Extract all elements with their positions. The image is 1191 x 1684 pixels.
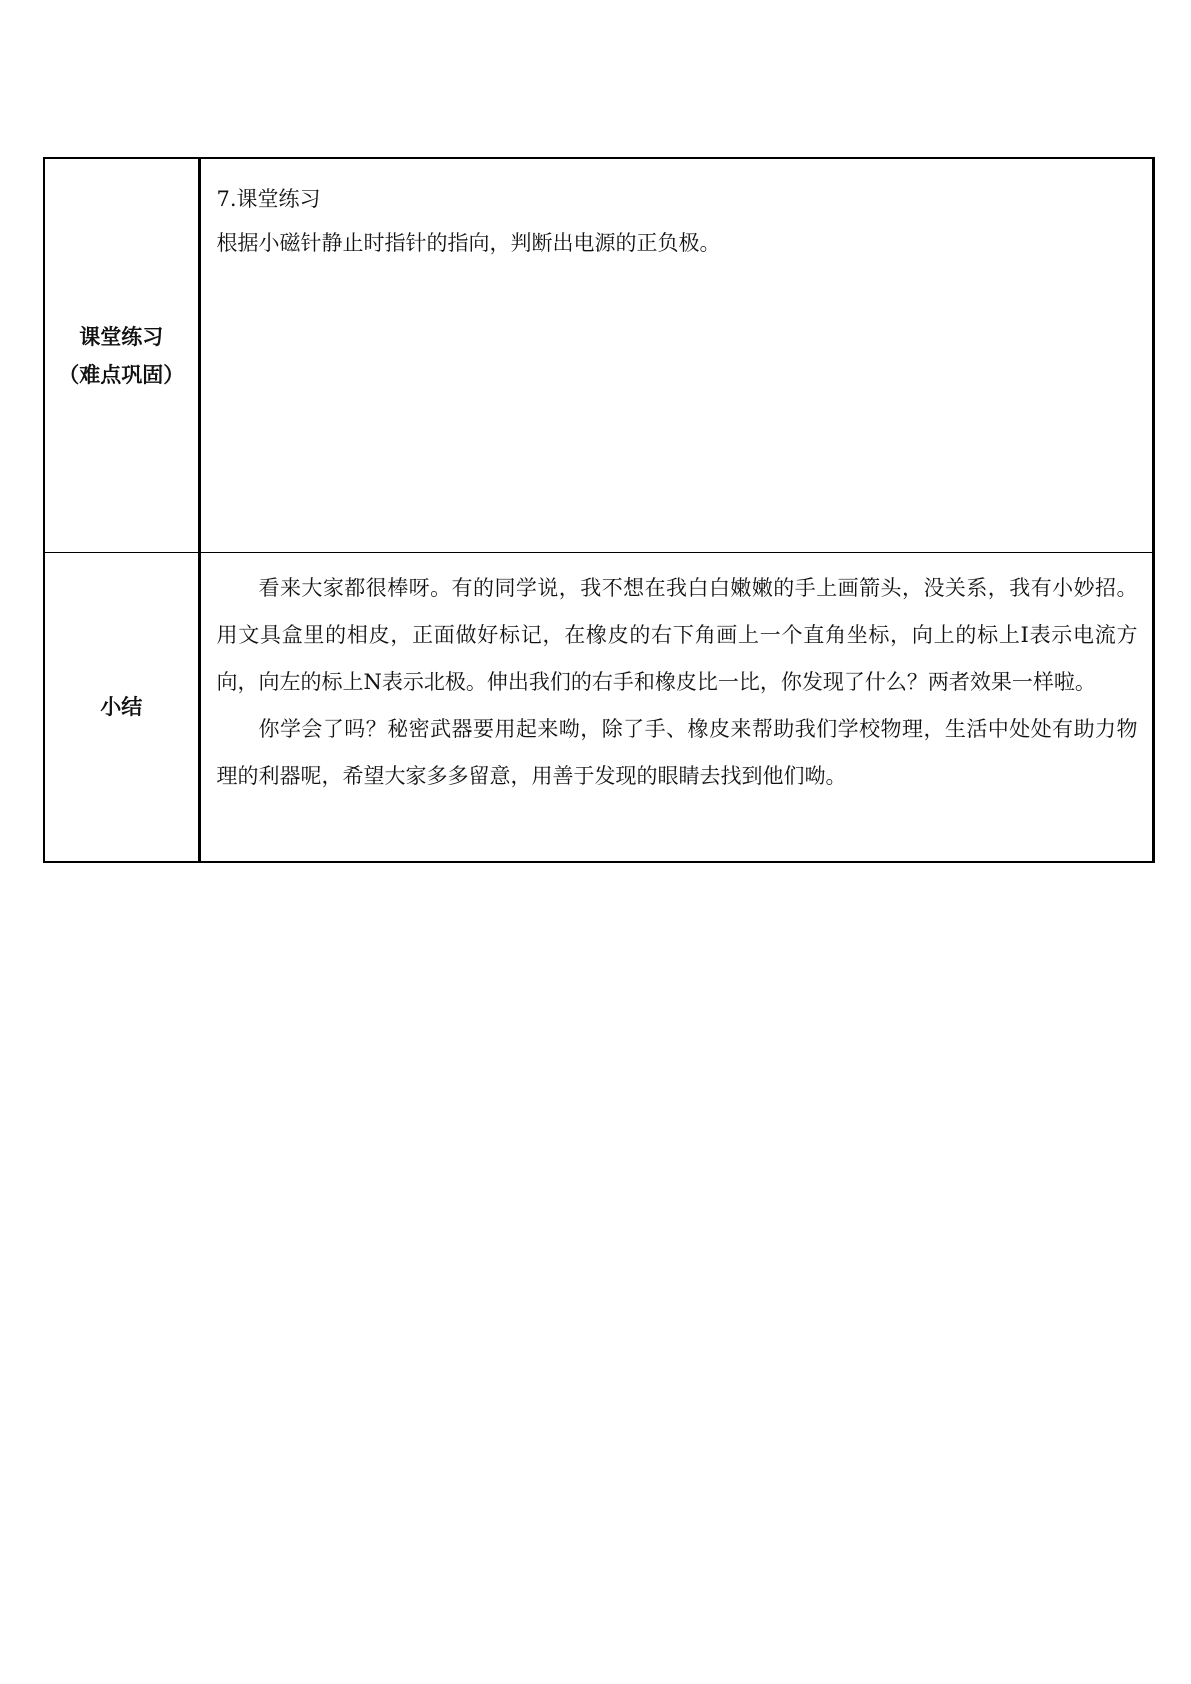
practice-content-cell bbox=[199, 158, 1153, 553]
lesson-table bbox=[43, 157, 1155, 863]
summary-paragraph: 看来大家都很棒呀。有的同学说，我不想在我白白嫩嫩的手上画箭头，没关系，我有小妙招。用文具盒里的相皮，正面做好标记，在橡皮的右下角画上一个直角坐标，向上的标上I表示电流方向，向左的标上N表示北极。伸出我们的右手和橡皮比一比，你发现了什么？两者效果一样啦。 bbox=[216, 576, 1138, 694]
practice-label-cell bbox=[44, 158, 199, 553]
table-row-summary bbox=[44, 553, 1153, 863]
practice-question: 根据小磁针静止时指针的指向，判断出电源的正负极。 bbox=[216, 231, 721, 255]
practice-heading: 7.课堂练习 bbox=[216, 187, 321, 211]
summary-content-cell bbox=[199, 553, 1153, 863]
summary-paragraph: 你学会了吗？秘密武器要用起来呦，除了手、橡皮来帮助我们学校物理，生活中处处有助力物理的利器呢，希望大家多多留意，用善于发现的眼睛去找到他们呦。 bbox=[216, 717, 1138, 788]
practice-sublabel: （难点巩固） bbox=[58, 362, 185, 387]
summary-label-cell bbox=[44, 553, 199, 863]
practice-label: 课堂练习 bbox=[79, 324, 164, 349]
table-row-practice bbox=[44, 158, 1153, 553]
summary-label: 小结 bbox=[100, 695, 143, 719]
